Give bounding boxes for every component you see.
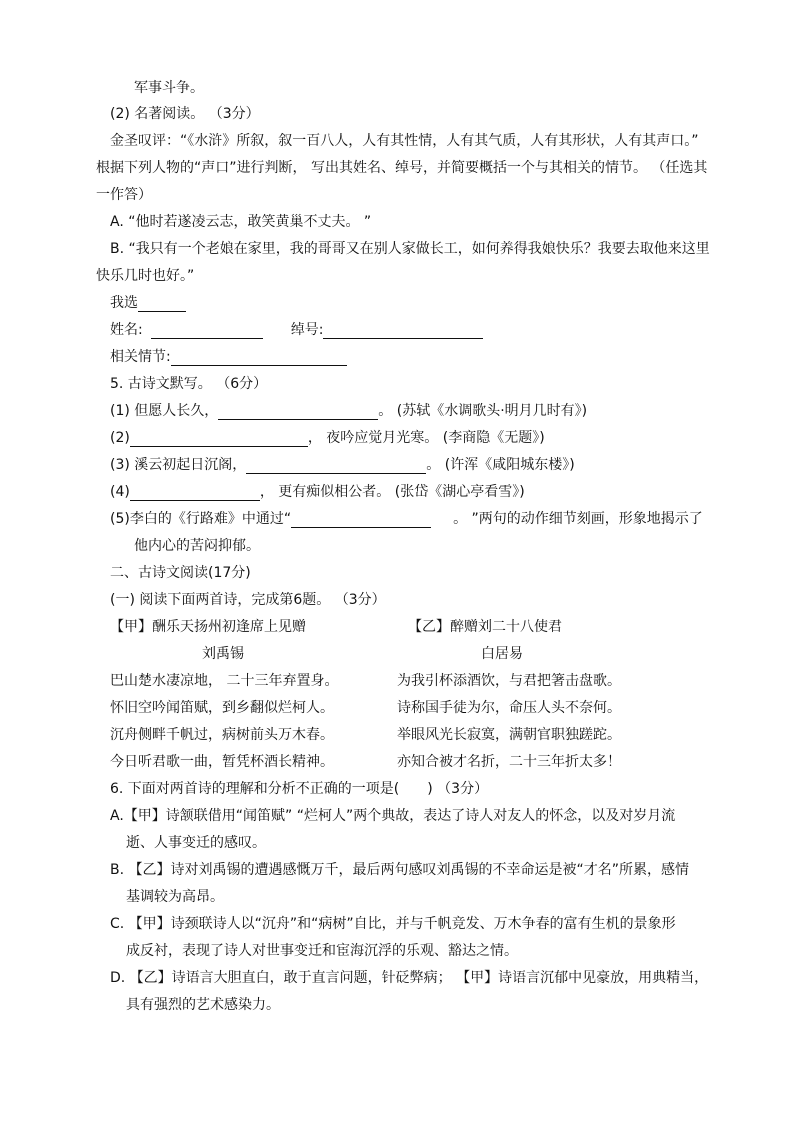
name-label: 姓名: [110, 322, 143, 338]
poem-b-title: 【乙】醉赠刘二十八使君 [408, 619, 562, 635]
option-a: A.【甲】诗颔联借用“闻笛赋” “烂柯人”两个典故，表达了诗人对友人的怀念，以及对岁月流 [110, 808, 676, 824]
recite-suffix: 。 (许浑《咸阳城东楼》) [426, 457, 575, 473]
option-d: D. 【乙】诗语言大胆直白，敢于直言问题，针砭弊病； 【甲】诗语言沉郁中见豪放，用典精当， [110, 970, 709, 986]
section-heading: 二、古诗文阅读(17分) [110, 565, 251, 581]
option-a-cont: 逝、人事变迁的感叹。 [126, 835, 266, 851]
poem-a-line: 沉舟侧畔千帆过，病树前头万木春。 [110, 727, 334, 743]
recite-blank[interactable] [130, 432, 308, 447]
question-heading: (一) 阅读下面两首诗，完成第6题。 （3分） [110, 592, 386, 608]
text-line: 军事斗争。 [134, 80, 204, 96]
recite-suffix: ， 更有痴似相公者。 (张岱《湖心亭看雪》) [259, 484, 525, 500]
option-b: B. 【乙】诗对刘禹锡的遭遇感慨万千，最后两句感叹刘禹锡的不幸命运是被“才名”所累，感情 [110, 862, 690, 878]
poem-a-line: 今日听君歌一曲，暂凭杯酒长精神。 [110, 754, 334, 770]
poem-b-line: 举眼风光长寂寞，满朝官职独蹉跎。 [397, 727, 621, 743]
recite-item [110, 510, 703, 528]
recite-prefix: (5)李白的《行路难》中通过“ [110, 511, 292, 527]
option-c-cont: 成反衬，表现了诗人对世事变迁和宦海沉浮的乐观、豁达之情。 [126, 943, 518, 959]
poem-b-author: 白居易 [481, 646, 523, 662]
poem-b-line: 诗称国手徒为尔，命压人头不奈何。 [397, 700, 621, 716]
poem-a-line: 巴山楚水凄凉地， 二十三年弃置身。 [110, 673, 339, 689]
text-line: 金圣叹评：“《水浒》所叙，叙一百八人，人有其性情，人有其气质，人有其形状，人有其声口。” [110, 133, 699, 149]
option-b-cont: 基调较为高昂。 [126, 889, 224, 905]
text-line: 一作答） [96, 187, 152, 203]
choice-blank[interactable] [138, 297, 186, 312]
recite-prefix: (1) 但愿人长久， [110, 403, 219, 419]
option-d-cont: 具有强烈的艺术感染力。 [126, 997, 280, 1013]
poem-a-title: 【甲】酬乐天扬州初逢席上见赠 [110, 619, 306, 635]
nickname-blank[interactable] [323, 324, 483, 339]
recite-suffix: ， 夜吟应觉月光寒。 (李商隐《无题》) [307, 430, 545, 446]
text-line: 快乐几时也好。” [96, 268, 195, 284]
recite-item [110, 429, 545, 447]
poem-a-author: 刘禹锡 [202, 646, 244, 662]
option-a: A. “他时若遂凌云志，敢笑黄巢不丈夫。 ” [110, 214, 372, 230]
recite-prefix: (3) 溪云初起日沉阁， [110, 457, 247, 473]
recite-item [110, 402, 587, 420]
recite-item [110, 456, 575, 474]
option-b: B. “我只有一个老娘在家里，我的哥哥又在别人家做长工，如何养得我娘快乐？我要去取他来这里 [110, 241, 710, 257]
recite-blank[interactable] [218, 405, 378, 420]
nickname-label: 绰号: [290, 322, 324, 338]
question-heading: (2) 名著阅读。 （3分） [110, 106, 260, 122]
recite-suffix: 。 (苏轼《水调歌头·明月几时有》) [378, 403, 588, 419]
poem-a-line: 怀旧空吟闻笛赋，到乡翻似烂柯人。 [110, 700, 334, 716]
recite-item [110, 483, 525, 501]
choice-line [110, 294, 186, 312]
poem-b-line: 为我引杯添酒饮，与君把箸击盘歌。 [397, 673, 621, 689]
recite-blank[interactable] [130, 486, 260, 501]
plot-blank[interactable] [171, 351, 347, 366]
recite-blank[interactable] [246, 459, 426, 474]
recite-blank[interactable] [291, 513, 431, 528]
poem-b-line: 亦知合被才名折，二十三年折太多！ [397, 754, 621, 770]
text-line: 根据下列人物的“声口”进行判断， 写出其姓名、绰号，并简要概括一个与其相关的情节。 （任选其 [96, 160, 708, 176]
recite-prefix: (2) [110, 430, 130, 446]
option-c: C. 【甲】诗颈联诗人以“沉舟”和“病树”自比，并与千帆竞发、万木争春的富有生机的景象形 [110, 916, 676, 932]
recite-prefix: (4) [110, 484, 130, 500]
name-line [110, 321, 483, 339]
name-blank[interactable] [151, 324, 263, 339]
recite-suffix: 。 ”两句的动作细节刻画，形象地揭示了 [453, 511, 703, 527]
question-heading: 5. 古诗文默写。 （6分） [110, 376, 268, 392]
question-6: 6. 下面对两首诗的理解和分析不正确的一项是( ) （3分） [110, 781, 489, 797]
choice-label: 我选 [110, 295, 138, 311]
text-line: 他内心的苦闷抑郁。 [134, 538, 260, 554]
plot-line [110, 348, 347, 366]
plot-label: 相关情节: [110, 349, 171, 365]
